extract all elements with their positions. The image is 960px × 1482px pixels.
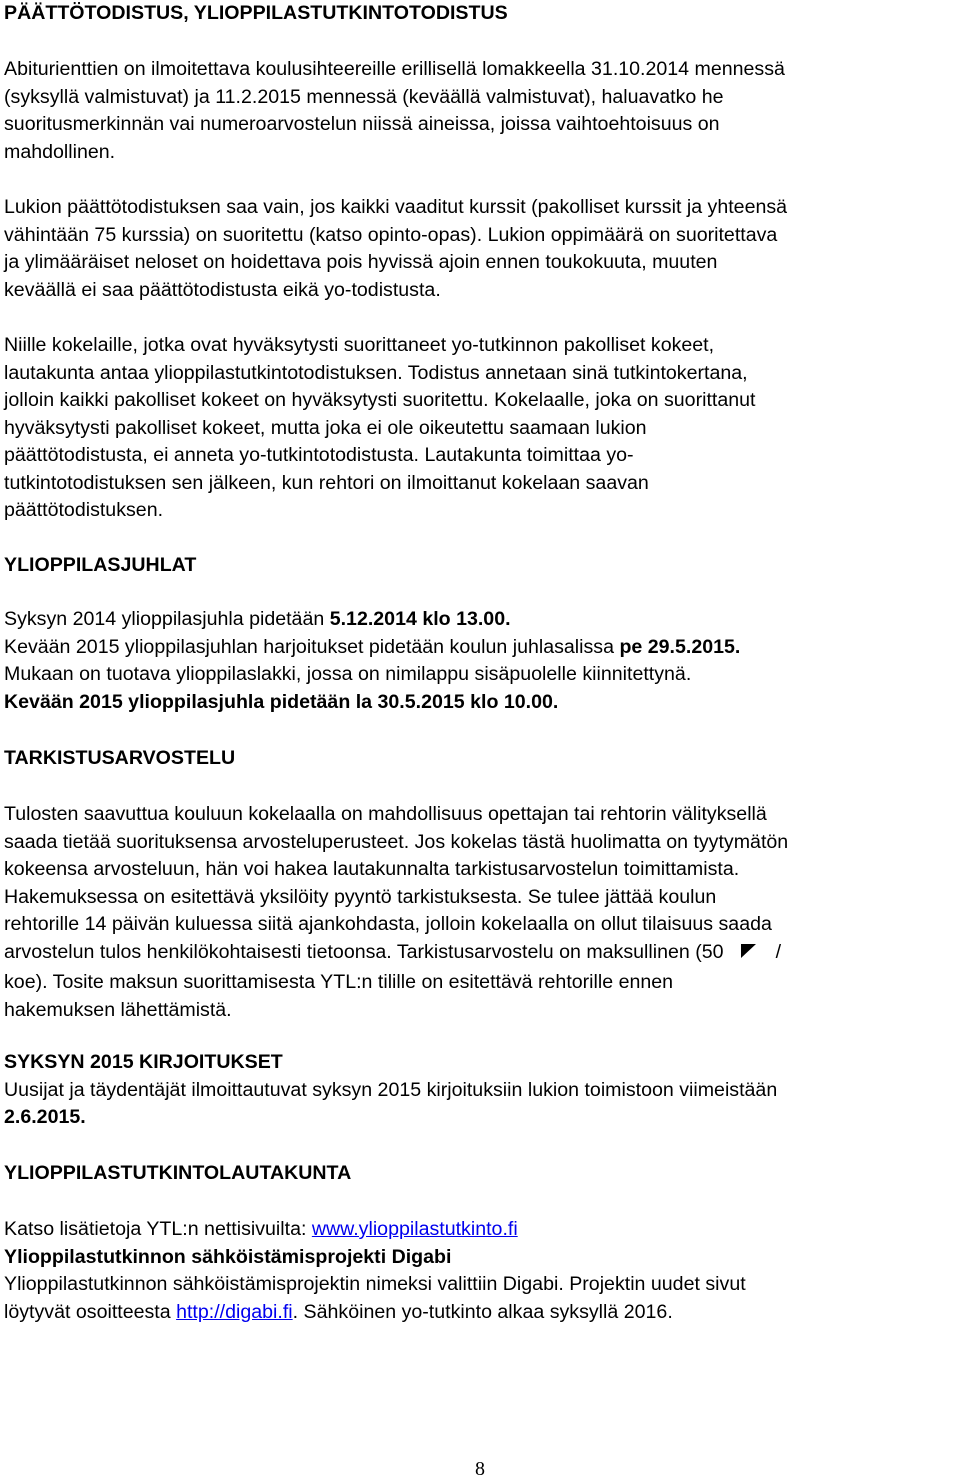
paragraph-ylioppilasjuhlat — [4, 606, 960, 716]
text-line: Tulosten saavuttua kouluun kokelaalla on mahdollisuus opettajan tai rehtorin välityksellä — [4, 803, 767, 825]
text-line: koe). Tosite maksun suorittamisesta YTL:n tilille on esitettävä rehtorille ennen — [4, 971, 674, 993]
paragraph-abiturientit — [4, 56, 960, 166]
text-line: Ylioppilastutkinnon sähköistämisprojektin nimeksi valittiin Digabi. Projektin uudet sivut — [4, 1273, 746, 1295]
text-line: Uusijat ja täydentäjät ilmoittautuvat syksyn 2015 kirjoituksiin lukion toimistoon viimeistään — [4, 1078, 778, 1101]
text-line: Syksyn 2014 ylioppilasjuhla pidetään 5.12.2014 klo 13.00. — [4, 608, 511, 630]
text-line: Katso lisätietoja YTL:n nettisivuilta: www.ylioppilastutkinto.fi — [4, 1218, 518, 1240]
heading-syksyn-kirjoitukset: SYKSYN 2015 KIRJOITUKSET — [4, 1051, 283, 1073]
euro-sign-icon — [738, 941, 760, 970]
text-line: (syksyllä valmistuvat) ja 11.2.2015 mennessä (keväällä valmistuvat), haluavatko he — [4, 85, 724, 108]
text-line: löytyvät osoitteesta http://digabi.fi. Sähköinen yo-tutkinto alkaa syksyllä 2016. — [4, 1300, 673, 1323]
text-line: ja ylimääräiset neloset on hoidettava pois hyvissä ajoin ennen toukokuuta, muuten — [4, 251, 718, 273]
text-line: tutkintotodistuksen sen jälkeen, kun rehtori on ilmoittanut kokelaan saavan — [4, 471, 649, 494]
text-line: hyväksytysti pakolliset kokeet, mutta joka ei ole oikeutettu saamaan lukion — [4, 416, 647, 439]
text-line: kokeensa arvosteluun, hän voi hakea lautakunnalta tarkistusarvostelun toimittamista. — [4, 858, 740, 880]
text-line: Kevään 2015 ylioppilasjuhla pidetään la 30.5.2015 klo 10.00. — [4, 690, 559, 713]
section-syksyn-kirjoitukset — [4, 1049, 960, 1132]
paragraph-tarkistusarvostelu — [4, 801, 960, 1024]
text-line: Niille kokelaille, jotka ovat hyväksytysti suorittaneet yo-tutkinnon pakolliset kokeet, — [4, 334, 715, 356]
heading-tarkistusarvostelu: TARKISTUSARVOSTELU — [4, 747, 236, 769]
text-line: Kevään 2015 ylioppilasjuhlan harjoitukset pidetään koulun juhlasalissa pe 29.5.2015. — [4, 635, 741, 658]
text-line: arvostelun tulos henkilökohtaisesti tietoonsa. Tarkistusarvostelu on maksullinen (50 / — [4, 939, 960, 970]
text-line: saada tietää suorituksensa arvosteluperusteet. Jos kokelas tästä huolimatta on tyytymätön — [4, 830, 789, 853]
text-line: Abiturienttien on ilmoitettava koulusihteereille erillisellä lomakkeella 31.10.2014 mennessä — [4, 58, 785, 80]
heading-ylioppilastutkintolautakunta: YLIOPPILASTUTKINTOLAUTAKUNTA — [4, 1162, 352, 1184]
heading-paattotodistus: PÄÄTTÖTODISTUS, YLIOPPILASTUTKINTOTODISTUS — [4, 2, 508, 24]
heading-digabi: Ylioppilastutkinnon sähköistämisprojekti Digabi — [4, 1245, 452, 1268]
text-line: lautakunta antaa ylioppilastutkintotodistuksen. Todistus annetaan sinä tutkintokertana, — [4, 361, 748, 384]
ytl-website-link[interactable]: www.ylioppilastutkinto.fi — [311, 1218, 518, 1240]
text-line: Lukion päättötodistuksen saa vain, jos kaikki vaaditut kurssit (pakolliset kurssit ja yhteensä — [4, 196, 788, 218]
text-line: suoritusmerkinnän vai numeroarvostelun niissä aineissa, joissa vaihtoehtoisuus on — [4, 113, 720, 135]
text-line: 2.6.2015. — [4, 1106, 86, 1128]
text-line: vähintään 75 kurssia) on suoritettu (katso opinto-opas). Lukion oppimäärä on suoritettava — [4, 223, 778, 246]
heading-ylioppilasjuhlat: YLIOPPILASJUHLAT — [4, 554, 197, 576]
text-line: rehtorille 14 päivän kuluessa siitä ajankohdasta, jolloin kokelaalla on ollut tilaisuus saada — [4, 913, 772, 935]
text-line: keväällä ei saa päättötodistusta eikä yo-todistusta. — [4, 278, 441, 301]
section-ytl-info — [4, 1216, 960, 1326]
text-line: hakemuksen lähettämistä. — [4, 998, 232, 1021]
digabi-link[interactable]: http://digabi.fi — [176, 1300, 293, 1323]
page-number: 8 — [475, 1458, 485, 1480]
text-line: jolloin kaikki pakolliset kokeet on hyväksytysti suoritettu. Kokelaalle, joka on suorittanut — [4, 389, 756, 411]
text-line: Mukaan on tuotava ylioppilaslakki, jossa on nimilappu sisäpuolelle kiinnitettynä. — [4, 663, 692, 685]
text-line: mahdollinen. — [4, 140, 116, 163]
text-line: päättötodistusta, ei anneta yo-tutkintotodistusta. Lautakunta toimittaa yo- — [4, 444, 634, 466]
paragraph-kokelaat — [4, 332, 960, 525]
text-line: päättötodistuksen. — [4, 499, 164, 521]
text-line: Hakemuksessa on esitettävä yksilöity pyyntö tarkistuksesta. Se tulee jättää koulun — [4, 885, 717, 908]
paragraph-lukion-paattotodistus — [4, 194, 960, 304]
